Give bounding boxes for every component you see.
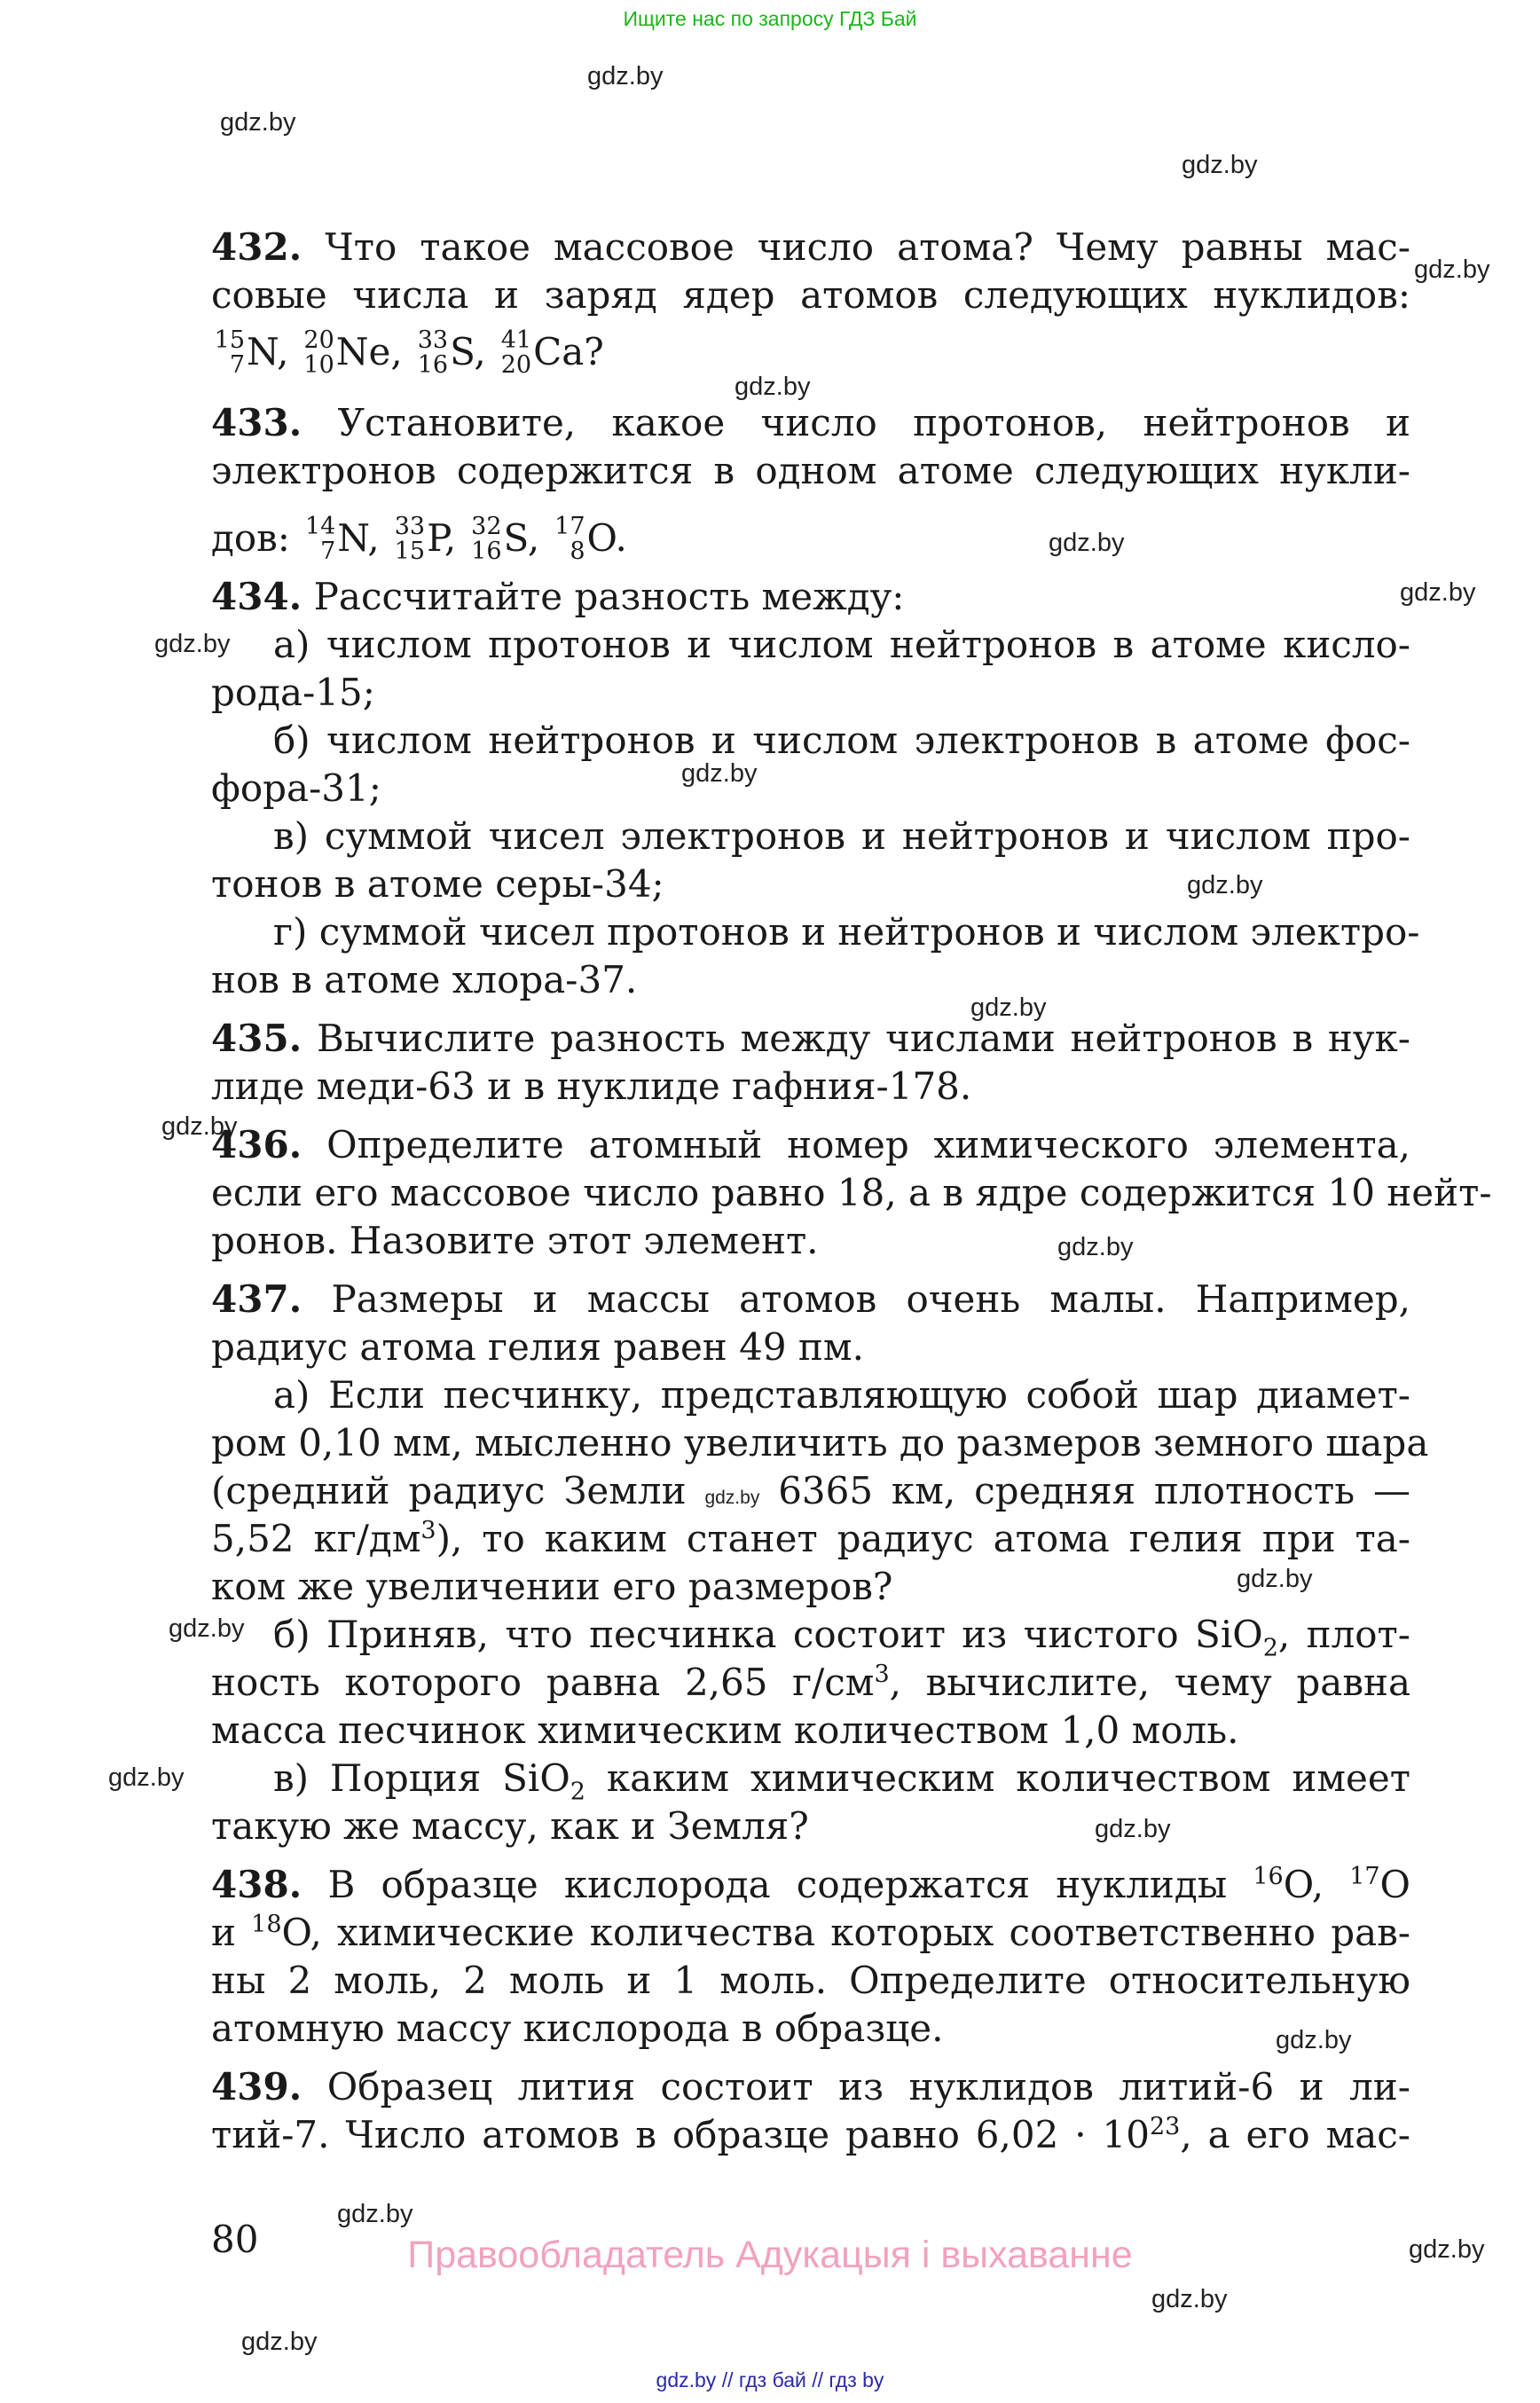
problem-text: Что такое массовое число атома? Чему равны мас- [302,225,1410,269]
problem-438-line: ны 2 моль, 2 моль и 1 моль. Определите относительную [211,1959,1410,2002]
problem-432-line [211,271,1410,319]
problem-437-line: 437. Размеры и массы атомов очень малы. Например, [211,1277,1410,1321]
problem-438-line: и $^{18}$O, химические количества которых соответственно рав- [211,1911,1411,1954]
problem-433-nuclides: дов: 14 7 N, 33 15 P, 32 16 S, 17 8 O. [211,513,627,565]
problem-437-line: такую же массу, как и Земля? [211,1804,809,1848]
watermark: gdz.by [1049,529,1125,557]
problem-434-line: б) числом нейтронов и числом электронов в атоме фос- [273,719,1410,762]
footer-links[interactable]: gdz.by // гдз бай // гдз by [656,2368,884,2391]
top-banner[interactable]: Ищите нас по запросу ГДЗ Бай [623,7,917,30]
problem-text: электронов содержится в одном атоме следующих нукли- [211,449,1410,492]
problem-437-line: ность которого равна 2,65 $г/см^3$, вычислите, чему равна [211,1661,1411,1704]
watermark: gdz.by [735,373,811,401]
problem-437-line: масса песчинок химическим количеством 1,0 моль. [211,1708,1239,1752]
watermark: gdz.by [161,1112,238,1141]
problem-436-line: если его массовое число равно 18, а в ядре содержится 10 нейт- [211,1171,1492,1214]
problem-number: 437. [211,1277,302,1321]
nuclide: 15 7 [214,326,245,379]
watermark: gdz.by [1095,1815,1171,1843]
problem-437-line: ком же увеличении его размеров? [211,1565,893,1608]
watermark: gdz.by [1187,871,1263,899]
problem-number: 436. [211,1123,302,1166]
watermark: gdz.by [1057,1233,1134,1261]
problem-number: 432. [211,225,302,269]
problem-number: 435. [211,1017,302,1060]
problem-number: 433. [211,401,302,444]
problem-433-line [211,447,1410,495]
problem-434-line: рода-15; [211,671,375,714]
problem-434-line: г) суммой чисел протонов и нейтронов и числом электро- [273,910,1420,954]
problem-436-line: ронов. Назовите этот элемент. [211,1219,819,1262]
nuclide: 32 16 [471,513,502,565]
problem-439-line: 439. Образец лития состоит из нуклидов литий-6 и ли- [211,2065,1410,2109]
watermark-inline: gdz.by [704,1488,760,1508]
problem-437-line: в) Порция SiO$_2$ каким химическим количеством имеет [273,1756,1410,1806]
problem-434-line: в) суммой чисел электронов и нейтронов и числом про- [273,814,1410,858]
problem-437-line: б) Приняв, что песчинка состоит из чистого SiO$_2$, плот- [273,1613,1410,1662]
problem-437-line: (средний радиус Земли gdz.by 6365 км, средняя плотность — [211,1469,1410,1512]
watermark: gdz.by [108,1763,185,1792]
problem-439-line: тий-7. Число атомов в образце равно $6,02 \cdot 10^{23}$, а его мас- [211,2113,1410,2156]
watermark: gdz.by [587,62,664,90]
nuclide: 33 16 [417,326,449,379]
watermark: gdz.by [241,2328,318,2356]
problem-434-line: тонов в атоме серы-34; [211,862,664,906]
problem-437-line: радиус атома гелия равен 49 пм. [211,1325,864,1369]
problem-437-line: а) Если песчинку, представляющую собой шар диамет- [273,1373,1410,1417]
watermark: gdz.by [1237,1565,1313,1593]
problem-text: совые числа и заряд ядер атомов следующих нуклидов: [211,273,1410,317]
problem-435-line: лиде меди-63 и в нуклиде гафния-178. [211,1064,972,1108]
problem-number: 439. [211,2065,302,2109]
problem-433-line [211,399,1410,447]
problem-432-line [211,224,1410,271]
nuclide: 14 7 [304,513,336,565]
watermark: gdz.by [337,2200,413,2228]
problem-text: Рассчитайте разность между: [302,575,905,618]
problem-435-line: 435. Вычислите разность между числами нейтронов в нук- [211,1017,1410,1060]
watermark: gdz.by [220,108,296,137]
watermark: gdz.by [681,759,758,788]
problem-434-line: нов в атоме хлора-37. [211,958,638,1001]
page-number: 80 [211,2218,259,2261]
problem-432-nuclides: 15 7 N, 20 10 Ne, 33 16 S, 41 20 Ca? [211,328,1410,376]
problem-number: 438. [211,1863,302,1906]
watermark: gdz.by [1151,2285,1228,2313]
copyright-notice: Правообладатель Адукацыя і выхаванне [407,2234,1133,2276]
problem-text: Установите, какое число протонов, нейтронов и [302,401,1410,444]
watermark: gdz.by [1414,255,1490,284]
watermark: gdz.by [1409,2235,1485,2264]
nuclide: 20 10 [303,326,334,379]
problem-437-line: 5,52 $кг/дм^3$), то каким станет радиус атома гелия при та- [211,1517,1410,1560]
problem-438-line: 438. В образце кислорода содержатся нуклиды $^{16}$O, $^{17}$O [211,1863,1410,1906]
problem-434-line: фора-31; [211,766,381,810]
problem-434-line: а) числом протонов и числом нейтронов в атоме кисло- [273,623,1410,666]
nuclide: 17 8 [554,513,585,565]
watermark: gdz.by [1400,578,1476,607]
watermark: gdz.by [1276,2026,1352,2054]
watermark: gdz.by [169,1614,245,1643]
nuclide: 41 20 [500,326,532,379]
watermark: gdz.by [154,630,231,658]
problem-436-line: 436. Определите атомный номер химического элемента, [211,1123,1410,1166]
nuclide: 33 15 [394,513,426,565]
watermark: gdz.by [1182,151,1258,179]
problem-438-line: атомную массу кислорода в образце. [211,2006,944,2050]
problem-437-line: ром 0,10 мм, мысленно увеличить до размеров земного шара [211,1421,1429,1465]
watermark: gdz.by [970,993,1047,1022]
problem-number: 434. [211,575,302,618]
problem-434-line [211,573,1410,621]
